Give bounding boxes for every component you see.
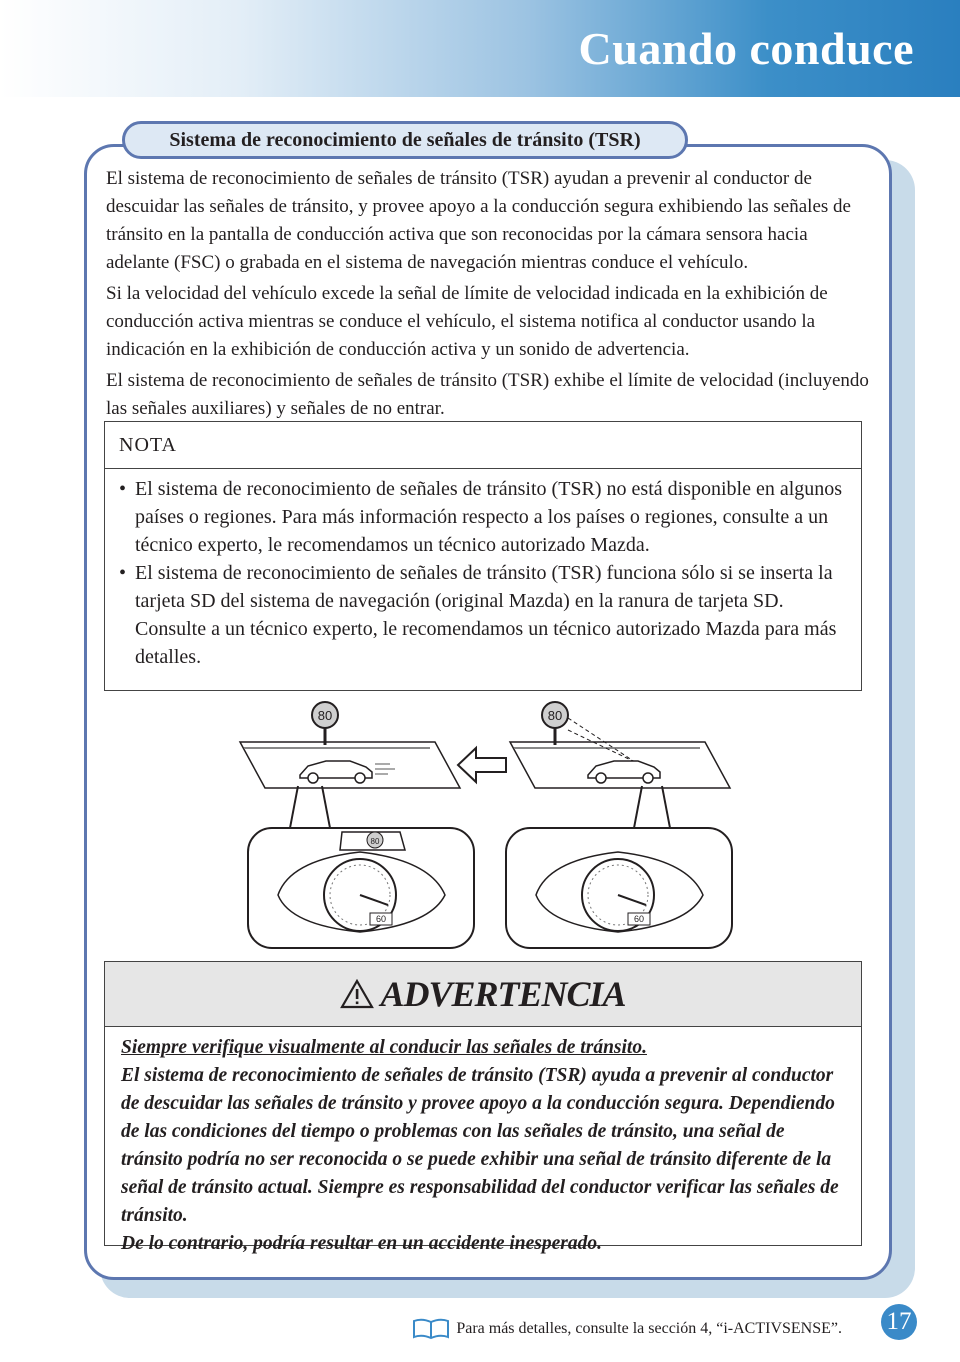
- note-item: • El sistema de reconocimiento de señales de tránsito (TSR) funciona sólo si se inserta la tarjeta SD del sistema de navegación (original Mazda) en la ranura de tarjeta SD. Consulte a un técnico experto, le recomendamos un técnico autorizado Mazda para más detalles.: [119, 559, 845, 671]
- intro-paragraph: El sistema de reconocimiento de señales de tránsito (TSR) ayudan a prevenir al conductor de descuidar las señales de tránsito, y provee apoyo a la conducción segura exhibiendo las señales de tránsito en la pantalla de conducción activa que son reconocidas por la cámara sensora hacia adelante (FSC) o grabada en el sistema de navegación mientras conduce el vehículo.: [106, 168, 851, 273]
- instrument-cluster-icon: [248, 828, 474, 948]
- warning-box: [104, 961, 862, 1254]
- section-title: Sistema de reconocimiento de señales de tránsito (TSR): [122, 121, 688, 159]
- note-item: • El sistema de reconocimiento de señales de tránsito (TSR) no está disponible en algunos países o regiones. Para más información respecto a los países o regiones, consulte a un técnico experto, le recomendamos un técnico autorizado Mazda.: [119, 475, 845, 559]
- warning-text: El sistema de reconocimiento de señales de tránsito (TSR) ayuda a prevenir al conductor de descuidar las señales de tránsito y provee apoyo a la conducción segura. Dependiendo de las condiciones del tiempo o problemas con las señales de tránsito, una señal de tránsito podría no ser reconocida o se puede exhibir una señal de tránsito diferente de la señal de tránsito actual. Siempre es responsabilidad del conductor verificar las señales de tránsito.: [121, 1065, 839, 1226]
- speed-limit-sign-icon: [542, 702, 568, 745]
- page-number: 17: [881, 1304, 917, 1340]
- warning-lead: Siempre verifique visualmente al conducir las señales de tránsito.: [121, 1037, 647, 1058]
- intro-paragraph: El sistema de reconocimiento de señales de tránsito (TSR) exhibe el límite de velocidad (incluyendo las señales auxiliares) y señales de no entrar.: [106, 370, 869, 419]
- book-icon: [412, 1318, 450, 1340]
- tsr-illustration: [230, 700, 750, 950]
- warning-header: [105, 962, 861, 1027]
- warning-body: [105, 1027, 861, 1258]
- page-title: Cuando conduce: [578, 23, 914, 74]
- note-box: [104, 421, 862, 691]
- sign-left-value: 80: [317, 708, 333, 723]
- speed-limit-sign-icon: [312, 702, 338, 745]
- intro-paragraph: Si la velocidad del vehículo excede la señal de límite de velocidad indicada en la exhibición de conducción activa mientras se conduce el vehículo, el sistema notifica al conductor usando la indicación en la exhibición de conducción activa y un sonido de advertencia.: [106, 283, 828, 360]
- note-list: [105, 469, 861, 671]
- warning-triangle-icon: [340, 979, 374, 1009]
- speed-left-value: 60: [375, 914, 387, 924]
- footer-reference: [412, 1318, 842, 1340]
- page-header: [0, 0, 960, 97]
- warning-title: ADVERTENCIA: [380, 974, 626, 1014]
- intro-text: [106, 165, 874, 426]
- display-sign-value: 80: [370, 837, 380, 846]
- speed-right-value: 60: [633, 914, 645, 924]
- sign-right-value: 80: [547, 708, 563, 723]
- footer-text: Para más detalles, consulte la sección 4, “i-ACTIVSENSE”.: [456, 1320, 842, 1337]
- road-scene-left: [240, 702, 460, 788]
- road-scene-right: [510, 702, 730, 788]
- arrow-left-icon: [458, 748, 506, 782]
- instrument-cluster-icon: [506, 828, 732, 948]
- note-heading: NOTA: [105, 422, 861, 469]
- warning-tail: De lo contrario, podría resultar en un accidente inesperado.: [121, 1233, 603, 1254]
